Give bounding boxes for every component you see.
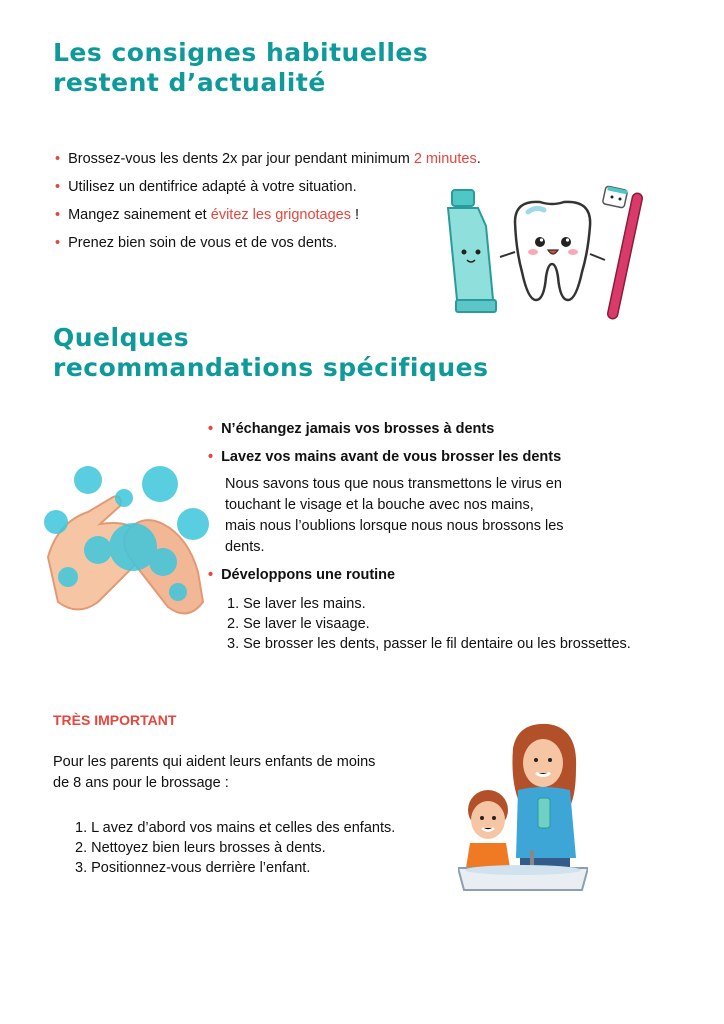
handwashing-illustration xyxy=(38,462,213,632)
parent-child-brushing-illustration xyxy=(458,718,588,898)
mother-icon xyxy=(512,724,576,888)
parents-intro: Pour les parents qui aident leurs enfants de moins de 8 ans pour le brossage : xyxy=(53,754,376,791)
bullet-icon: • xyxy=(55,151,61,167)
bullet-icon: • xyxy=(55,179,61,195)
parents-steps-list xyxy=(75,818,395,878)
bullet-icon: • xyxy=(55,207,61,223)
section1-title-line1: Les consignes habituelles xyxy=(53,38,429,67)
list-item: 2. Se laver le visaage. xyxy=(227,616,370,632)
list-item: 3. Positionnez-vous derrière l’enfant. xyxy=(75,860,311,876)
bullet-icon: • xyxy=(208,567,214,583)
tooth-toothpaste-illustration xyxy=(440,182,650,322)
list-item: • Mangez sainement et évitez les grignotages ! xyxy=(55,207,360,223)
bullet-icon: • xyxy=(55,235,61,251)
section2-title xyxy=(53,323,489,383)
list-item: • Brossez-vous les dents 2x par jour pendant minimum 2 minutes. xyxy=(55,151,481,167)
bullet-icon: • xyxy=(208,449,214,465)
toothpaste-icon xyxy=(448,190,496,312)
tooth-icon xyxy=(500,202,605,300)
list-item: • N’échangez jamais vos brosses à dents xyxy=(208,421,495,437)
list-item: • Prenez bien soin de vous et de vos dents. xyxy=(55,235,338,251)
important-heading: TRÈS IMPORTANT xyxy=(53,712,177,728)
child-icon xyxy=(466,790,510,868)
list-item: 1. L avez d’abord vos mains et celles des enfants. xyxy=(75,820,396,836)
bullet-icon: • xyxy=(208,421,214,437)
section1-title-line2: restent d’actualité xyxy=(53,68,326,97)
routine-list xyxy=(227,594,631,654)
list-item: • Utilisez un dentifrice adapté à votre situation. xyxy=(55,179,357,195)
list-item: 3. Se brosser les dents, passer le fil dentaire ou les brossettes. xyxy=(227,636,631,652)
hygiene-paragraph: Nous savons tous que nous transmettons le virus en touchant le visage et la bouche avec nos mains, mais nous l’oublions lorsque nous nous brossons les dents. xyxy=(225,476,564,555)
list-item: • Développons une routine xyxy=(208,567,396,583)
section1-title xyxy=(53,38,428,98)
list-item: 2. Nettoyez bien leurs brosses à dents. xyxy=(75,840,326,856)
list-item: 1. Se laver les mains. xyxy=(227,596,366,612)
section2-title-line2: recommandations spécifiques xyxy=(53,353,489,382)
section2-title-line1: Quelques xyxy=(53,323,190,352)
toothbrush-icon xyxy=(602,186,643,320)
list-item: • Lavez vos mains avant de vous brosser les dents xyxy=(208,449,562,465)
